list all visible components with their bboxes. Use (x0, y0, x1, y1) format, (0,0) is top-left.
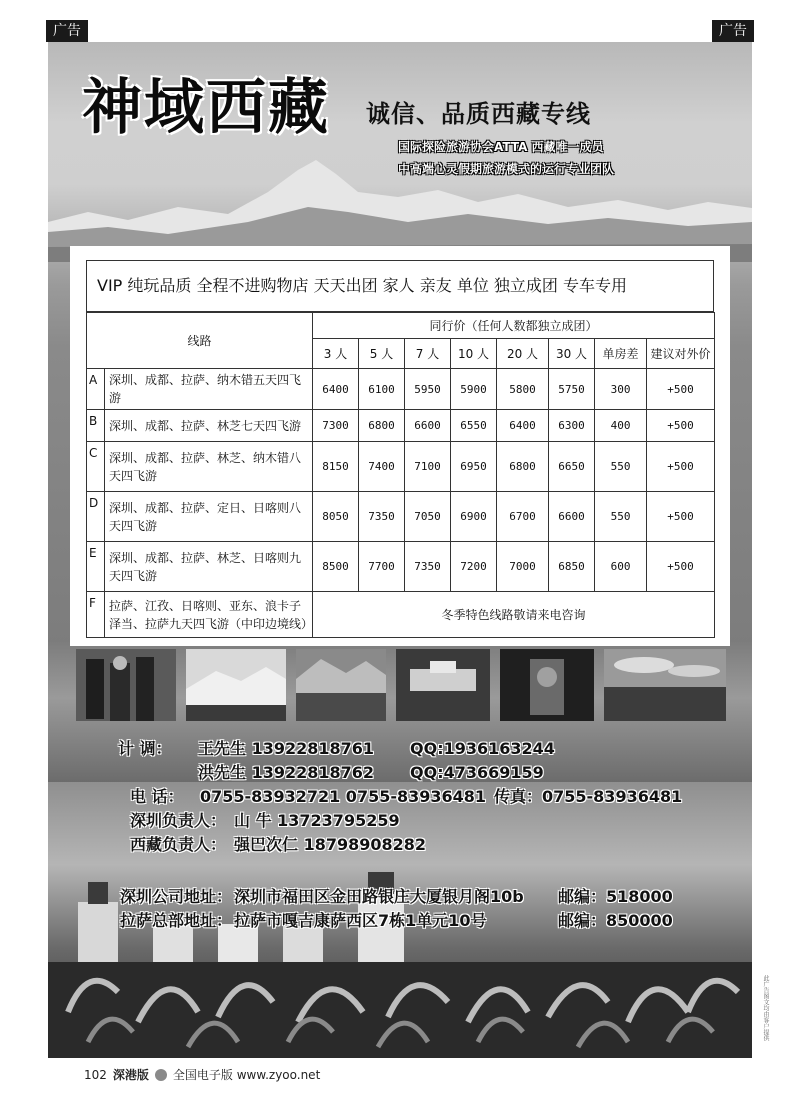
price-panel (70, 246, 730, 646)
slogan: 诚信、品质西藏专线 (366, 100, 591, 128)
price-cell: 5900 (451, 369, 497, 410)
price-cell: +500 (647, 442, 715, 492)
price-cell: 6300 (549, 410, 595, 442)
table-row (87, 592, 715, 638)
price-cell: 7050 (405, 492, 451, 542)
price-cell: 7100 (405, 442, 451, 492)
sz-manager-label: 深圳负责人： (130, 811, 227, 830)
price-cell: 6400 (497, 410, 549, 442)
sz-address-label: 深圳公司地址： (120, 887, 233, 906)
price-cell: 7300 (313, 410, 359, 442)
table-header-row (87, 313, 715, 339)
route-code: B (87, 410, 105, 442)
tibet-manager-label: 西藏负责人： (130, 835, 227, 854)
winter-route-note: 冬季特色线路敬请来电咨询 (313, 592, 715, 638)
route-name: 深圳、成都、拉萨、定日、日喀则八天四飞游 (105, 492, 313, 542)
route-name: 深圳、成都、拉萨、林芝七天四飞游 (105, 410, 313, 442)
price-cell: +500 (647, 410, 715, 442)
route-code: E (87, 542, 105, 592)
consult-1-qq: QQ:1936163244 (410, 739, 555, 758)
price-cell: 7000 (497, 542, 549, 592)
price-cell: 550 (595, 492, 647, 542)
lhasa-address-label: 拉萨总部地址： (120, 911, 233, 930)
page-footer (84, 1066, 320, 1083)
price-cell: 6400 (313, 369, 359, 410)
price-cell: +500 (647, 492, 715, 542)
sz-address: 深圳市福田区金田路银庄大厦银月阁10b (234, 887, 524, 906)
route-code: F (87, 592, 105, 638)
price-cell: 6600 (405, 410, 451, 442)
route-name: 拉萨、江孜、日喀则、亚东、浪卡子泽当、拉萨九天四飞游（中印边境线） (105, 592, 313, 638)
price-cell: 6550 (451, 410, 497, 442)
price-cell: 7350 (405, 542, 451, 592)
price-cell: 600 (595, 542, 647, 592)
fax: 传真：0755-83936481 (494, 787, 683, 806)
tibet-manager: 强巴次仁 18798908282 (234, 835, 427, 854)
intro-line-2: 中高端心灵假期旅游模式的运行专业团队 (398, 162, 615, 176)
intro-line-1: 国际探险旅游协会ATTA 西藏唯一成员 (398, 140, 604, 154)
price-cell: 6950 (451, 442, 497, 492)
route-name: 深圳、成都、拉萨、林芝、日喀则九天四飞游 (105, 542, 313, 592)
side-disclaimer: 此广告图文均由客户提供 (762, 975, 769, 1041)
price-cell: 5750 (549, 369, 595, 410)
col-20-people: 20 人 (497, 339, 549, 369)
price-cell: 6100 (359, 369, 405, 410)
price-cell: 8150 (313, 442, 359, 492)
price-cell: 7350 (359, 492, 405, 542)
price-cell: 7700 (359, 542, 405, 592)
lhasa-postcode: 邮编：850000 (558, 911, 673, 930)
consult-1: 王先生 13922818761 (198, 739, 375, 758)
table-row (87, 410, 715, 442)
site-link[interactable]: 全国电子版 www.zyoo.net (172, 1068, 321, 1082)
price-cell: 6850 (549, 542, 595, 592)
poster (48, 42, 752, 1058)
table-row (87, 369, 715, 410)
consult-2-qq: QQ:473669159 (410, 763, 544, 782)
col-30-people: 30 人 (549, 339, 595, 369)
photo-village (296, 649, 386, 721)
price-cell: 8050 (313, 492, 359, 542)
col-10-people: 10 人 (451, 339, 497, 369)
col-5-people: 5 人 (359, 339, 405, 369)
consult-2: 洪先生 13922818762 (198, 763, 375, 782)
price-cell: 300 (595, 369, 647, 410)
col-7-people: 7 人 (405, 339, 451, 369)
service-headline: VIP 纯玩品质 全程不进购物店 天天出团 家人 亲友 单位 独立成团 专车专用 (86, 260, 714, 312)
photo-snow-plain (186, 649, 286, 721)
table-row (87, 442, 715, 492)
photo-temple-interior (500, 649, 594, 721)
ad-tag-right: 广告 (712, 20, 754, 42)
price-cell: 5950 (405, 369, 451, 410)
phone-value: 0755-83932721 0755-83936481 (200, 787, 487, 806)
route-code: C (87, 442, 105, 492)
route-header: 线路 (87, 313, 313, 369)
route-name: 深圳、成都、拉萨、林芝、纳木错八天四飞游 (105, 442, 313, 492)
price-cell: +500 (647, 542, 715, 592)
consult-label: 计 调： (118, 739, 172, 758)
price-cell: 6800 (497, 442, 549, 492)
price-cell: 6600 (549, 492, 595, 542)
sz-manager: 山 牛 13723795259 (234, 811, 400, 830)
lhasa-address: 拉萨市嘎吉康萨西区7栋1单元10号 (234, 911, 487, 930)
brand-title: 神域西藏 (82, 73, 330, 143)
col-single-supplement: 单房差 (595, 339, 647, 369)
photo-musicians (76, 649, 176, 721)
price-cell: 6900 (451, 492, 497, 542)
table-row (87, 542, 715, 592)
col-suggested-price: 建议对外价 (647, 339, 715, 369)
photo-potala (396, 649, 490, 721)
price-cell: +500 (647, 369, 715, 410)
page-number: 102 (84, 1067, 107, 1082)
price-cell: 5800 (497, 369, 549, 410)
price-cell: 8500 (313, 542, 359, 592)
ad-tag-left: 广告 (46, 20, 88, 42)
price-cell: 7200 (451, 542, 497, 592)
route-code: D (87, 492, 105, 542)
publisher-logo-icon (155, 1069, 167, 1081)
yak-horns-image (48, 922, 752, 1058)
photo-strip (76, 649, 726, 721)
phone-label: 电 话： (130, 787, 184, 806)
edition-label: 深港版 (112, 1068, 149, 1082)
price-cell: 6800 (359, 410, 405, 442)
price-group-header: 同行价（任何人数都独立成团） (313, 313, 715, 339)
price-cell: 6650 (549, 442, 595, 492)
price-table (86, 312, 715, 638)
route-name: 深圳、成都、拉萨、纳木错五天四飞游 (105, 369, 313, 410)
photo-sky-landscape (604, 649, 726, 721)
sz-postcode: 邮编：518000 (558, 887, 673, 906)
price-cell: 6700 (497, 492, 549, 542)
price-cell: 7400 (359, 442, 405, 492)
route-code: A (87, 369, 105, 410)
col-3-people: 3 人 (313, 339, 359, 369)
price-cell: 400 (595, 410, 647, 442)
table-row (87, 492, 715, 542)
price-cell: 550 (595, 442, 647, 492)
